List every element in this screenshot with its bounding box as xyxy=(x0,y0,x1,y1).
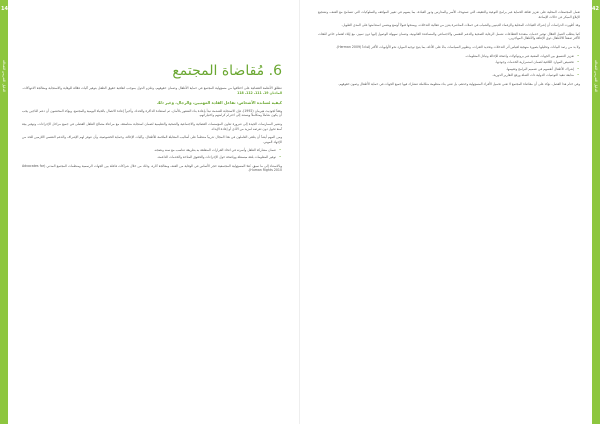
left-running-head: الدليل التدريبي للعدالة xyxy=(2,60,6,93)
right-bullet-1: • تعزيز التنسيق بين الجهات المعنية عبر بروتوكولات واضحة للإحالة وتبادل المعلومات. xyxy=(318,54,574,59)
right-bullet-list xyxy=(318,54,580,78)
right-page xyxy=(300,0,600,424)
right-bullet-3: • إشراك الأطفال أنفسهم في تصميم البرامج وتقييمها. xyxy=(318,67,574,72)
lead-text: تنطلق الأنظمة القضائية على اختلافها من مسؤولية المجتمع في حماية الأطفال وضمان حقوقهم، وتلتزم الدول بموجب اتفاقية حقوق الطفل بتوفير آليات فعّالة للوقاية والاستجابة ومعالجة الانتهاكات. xyxy=(22,86,282,90)
right-page-number: 142 xyxy=(588,6,599,12)
left-color-band xyxy=(0,0,12,424)
chapter-title: 6. مُقاضاة المجتمع xyxy=(172,63,282,79)
right-paragraph-4: ولا بد من رصد البيانات وتحليلها بصورة منهجية لقياس أثر التدخلات وتحديد الثغرات، وتطوير السياسات بناءً على الأدلة، بما يتيح توجيه الموارد نحو الأولويات الأكثر إلحاحاً (Herman 2009). xyxy=(335,44,580,49)
right-running-head: الدليل التدريبي للعدالة xyxy=(594,60,598,93)
left-paragraph-1: وفقاً لجوديث هيرمان (1992)، فإن الاستجابة للصدمة تبدأ بإعادة بناء الشعور بالأمان، ثم استعادة الذاكرة والحداد، وأخيراً إعادة الاتصال بالحياة اليومية والمجتمع. ويؤكد المختصون أن دعم الناجين يجب أن يكون شاملاً ومتكاملاً ويستند إلى احترام كرامتهم واختياراتهم. xyxy=(22,108,283,118)
left-bullet-1: • ضمان مشاركة الطفل وأسرته في اتخاذ القرارات المتعلقة به بطريقة تتناسب مع سنه ونضجه. xyxy=(22,148,276,153)
right-content xyxy=(318,10,580,91)
left-page-number: 141 xyxy=(1,6,12,12)
right-paragraph-2: وقد أظهرت الدراسات أن إشراك القيادات المحلية والزعماء الدينيين والشباب في حملات المناصرة يعزز من فعالية التدخلات، ويمنحها قبولاً أوسع ويضمن استدامتها على المدى الطويل. xyxy=(341,23,580,28)
left-bullet-2: • توفير المعلومات بلغة مبسطة وواضحة حول الإجراءات والحقوق المتاحة والخدمات الداعمة. xyxy=(22,155,276,160)
left-bullet-list xyxy=(22,148,282,159)
lead-reference: المادتان 19، 111، 112، 118 xyxy=(237,90,282,95)
right-color-band xyxy=(588,0,600,424)
left-content xyxy=(22,62,282,177)
right-paragraph-1: تعمل المجتمعات المحلية على تعزيز ثقافة الحماية عبر برامج التوعية والتثقيف التي تستهدف الأسر والمدارس ودور العبادة، بما يسهم في تغيير المواقف والسلوكيات التي تتسامح مع العنف، وتشجيع الإبلاغ المبكر عن حالات الإساءة. xyxy=(318,10,580,19)
right-paragraph-3: كما يتطلب العمل الفعّال توفير خدمات متعددة القطاعات تشمل الرعاية الصحية والدعم النفسي والاجتماعي والمساعدة القانونية، وضمان سهولة الوصول إليها دون تمييز، مع إيلاء اهتمام خاص للفئات الأكثر ضعفاً كالأطفال ذوي الإعاقة والأطفال المهاجرين. xyxy=(318,31,580,41)
left-paragraph-2: وتشير الممارسات الجيدة إلى ضرورة تعاون المؤسسات القضائية والاجتماعية والصحية والتعليمية لضمان استجابة متناسقة، مع مراعاة مصالح الطفل الفضلى في جميع مراحل الإجراءات، وتوفير بيئة آمنة تحول دون تعرضه لمزيد من الأذى أو إعادة الإيذاء. xyxy=(22,121,282,131)
section-subheading: كيفية مُساندة الأشخاص: تفاعل القادة المهنيين، والرجال، وغير ذلك xyxy=(156,100,282,106)
right-bullet-2: • تخصيص الموارد الكافية لضمان استمرارية الخدمات وجودتها. xyxy=(318,60,574,65)
right-bullet-4: • متابعة تنفيذ التوصيات الدولية ذات الصلة ورفع التقارير الدورية. xyxy=(318,73,574,78)
left-paragraph-3: ومن المهم أيضاً أن يتلقى العاملون في هذا المجال تدريباً منتظماً على أساليب المقابلة الملائمة للأطفال، وآليات الإحالة، وحماية الخصوصية، وأن تتوفر لهم الإشراف والدعم النفسي اللازمين للحد من الإجهاد المهني. xyxy=(22,135,282,144)
lead-paragraph xyxy=(22,86,282,95)
right-paragraph-5: وفي ختام هذا الفصل، نؤكد على أن مقاضاة المجتمع لا تعني تحميل الأفراد المسؤولية وحدهم، بل تعني بناء منظومة متكاملة تتشارك فيها جميع الجهات في حماية الأطفال وصون حقوقهم. xyxy=(338,81,580,86)
left-closing-paragraph: وبالاستناد إلى ما سبق، تُعدّ المسؤولية المجتمعية حجر الأساس في الوقاية من العنف ومعالجة آثاره، وذلك من خلال شراكات فاعلة بين الجهات الرسمية ومنظمات المجتمع المدني (Advocates for Human Rights 2010). xyxy=(22,163,282,173)
